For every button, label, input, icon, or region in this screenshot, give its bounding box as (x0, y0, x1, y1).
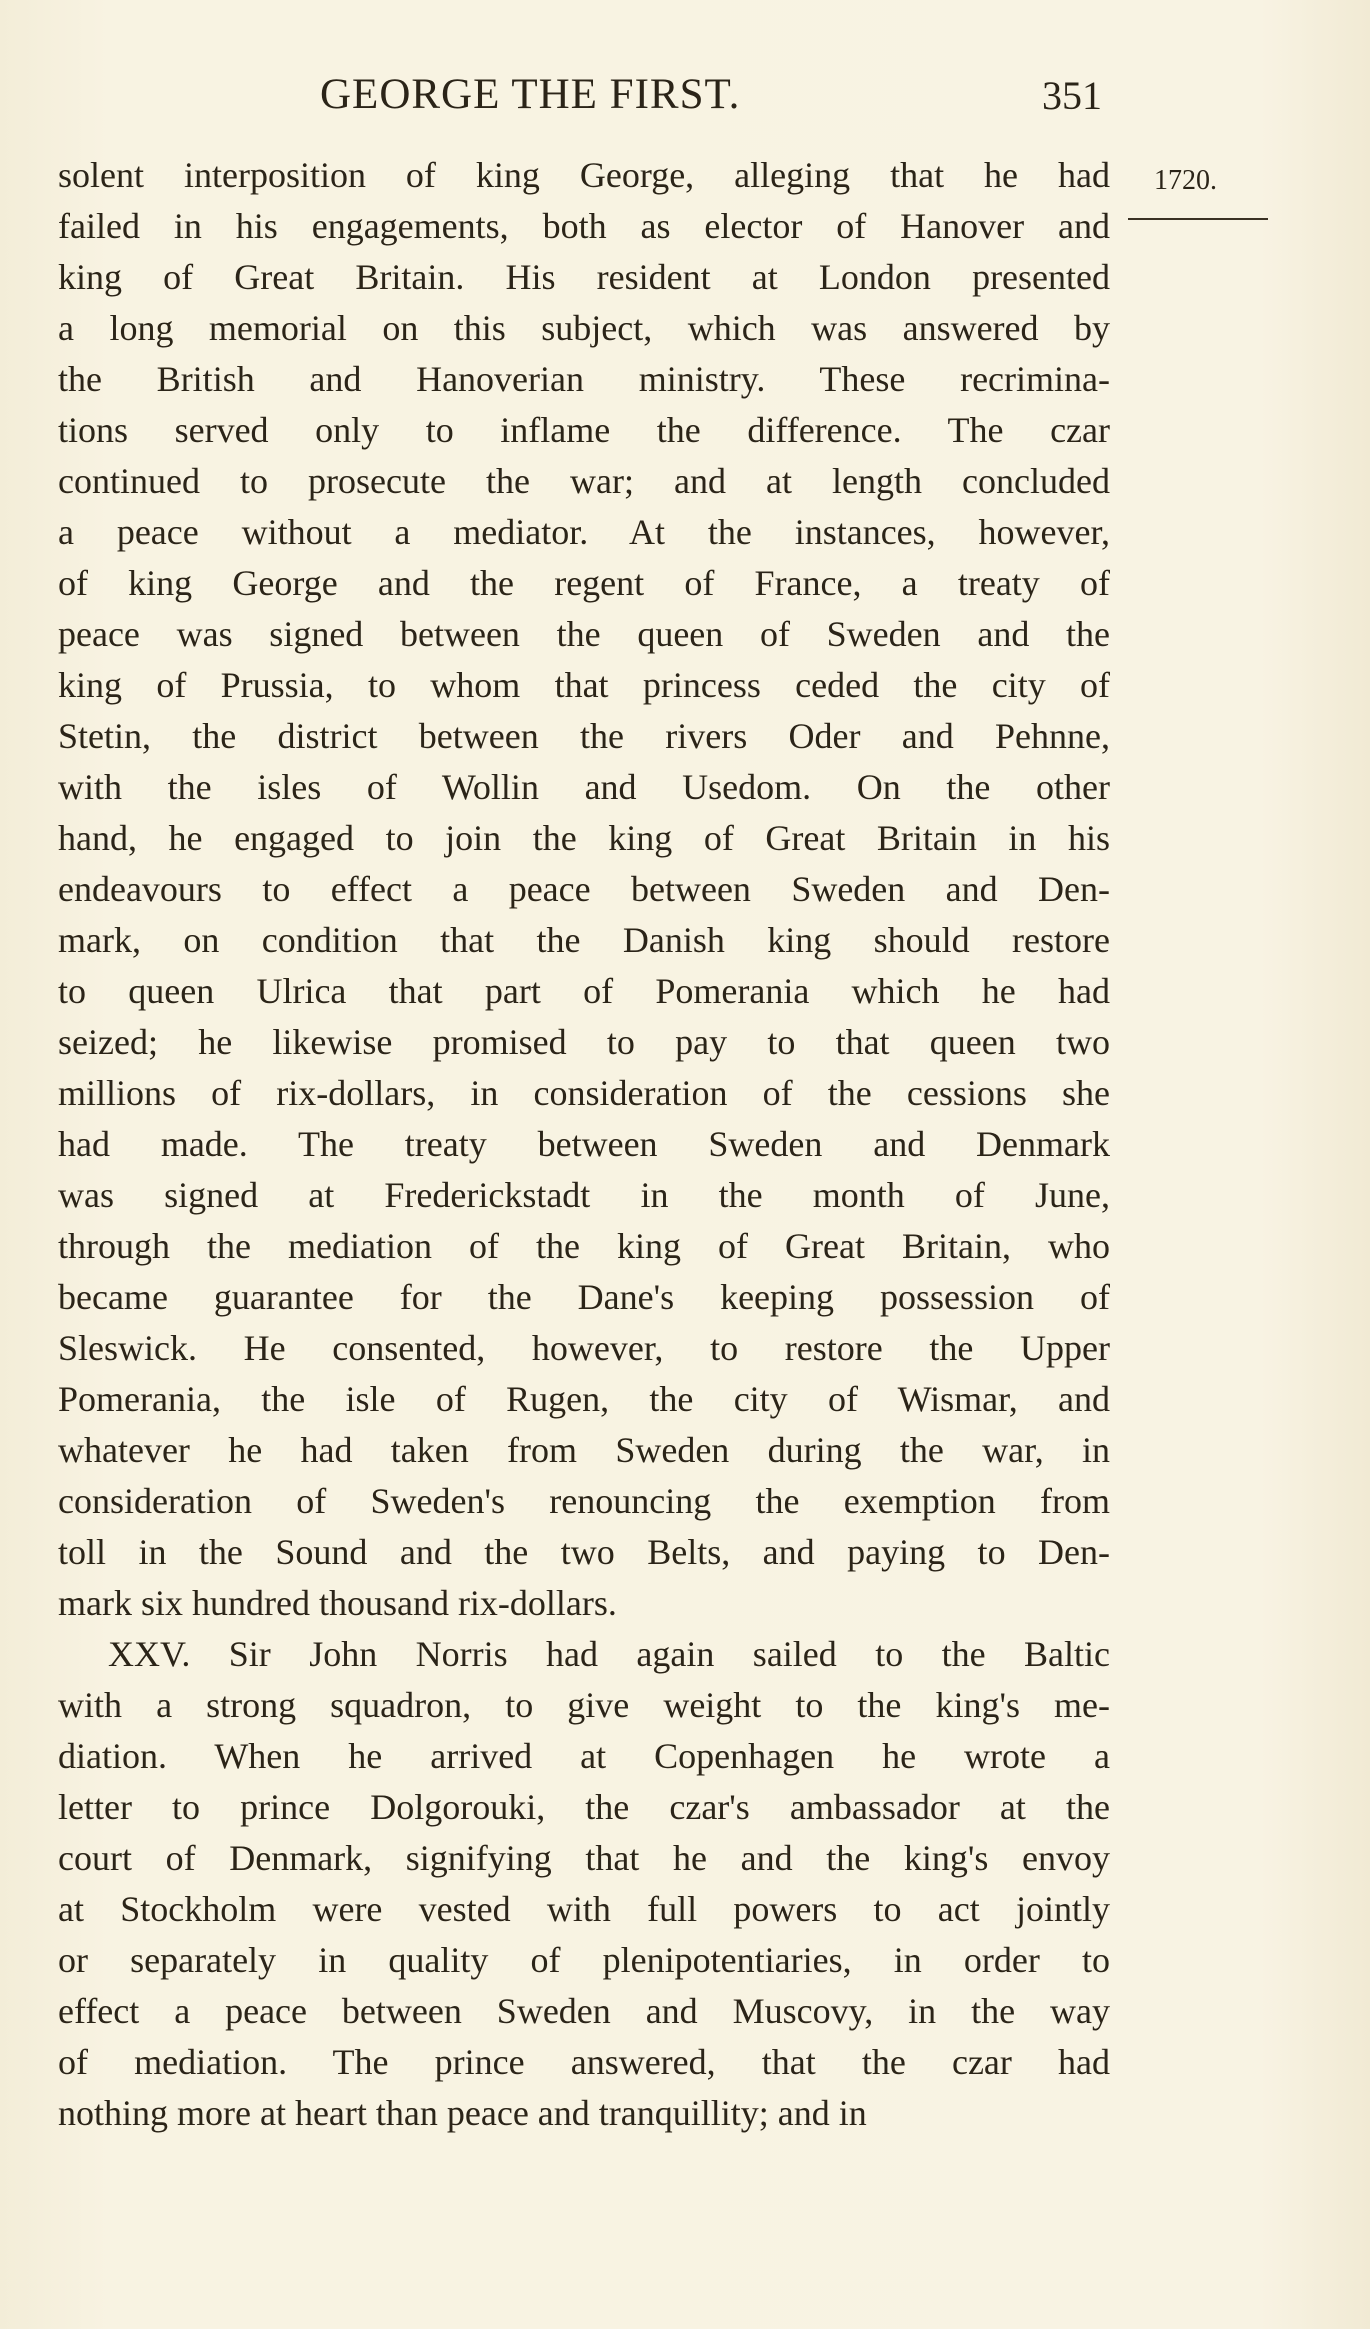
text-line: Sleswick. He consented, however, to restore the Upper (58, 1328, 1110, 1368)
page-header (58, 70, 1110, 130)
text-line: a long memorial on this subject, which was answered by (58, 308, 1110, 348)
margin-year-note: 1720. (1154, 165, 1217, 196)
text-line: king of Great Britain. His resident at London presented (58, 257, 1110, 297)
text-line: to queen Ulrica that part of Pomerania which he had (58, 971, 1110, 1011)
page-number: 351 (1042, 73, 1102, 118)
text-line: whatever he had taken from Sweden during the war, in (58, 1430, 1110, 1470)
text-line: tions served only to inflame the difference. The czar (58, 410, 1110, 450)
text-line: letter to prince Dolgorouki, the czar's ambassador at the (58, 1787, 1110, 1827)
text-line: was signed at Frederickstadt in the month of June, (58, 1175, 1110, 1215)
text-line: XXV. Sir John Norris had again sailed to the Baltic (108, 1634, 1110, 1674)
paragraph (58, 150, 1110, 1629)
text-line: continued to prosecute the war; and at length concluded (58, 461, 1110, 501)
text-line: endeavours to effect a peace between Sweden and Den- (58, 869, 1110, 909)
margin-rule (1128, 218, 1268, 220)
text-line: toll in the Sound and the two Belts, and paying to Den- (58, 1532, 1110, 1572)
text-line: diation. When he arrived at Copenhagen he wrote a (58, 1736, 1110, 1776)
text-line: became guarantee for the Dane's keeping possession of (58, 1277, 1110, 1317)
text-line: millions of rix-dollars, in consideration of the cessions she (58, 1073, 1110, 1113)
text-line: consideration of Sweden's renouncing the exemption from (58, 1481, 1110, 1521)
text-line: with the isles of Wollin and Usedom. On the other (58, 767, 1110, 807)
text-line: nothing more at heart than peace and tranquillity; and in (58, 2093, 867, 2133)
text-line: seized; he likewise promised to pay to that queen two (58, 1022, 1110, 1062)
text-line: Pomerania, the isle of Rugen, the city of Wismar, and (58, 1379, 1110, 1419)
text-line: with a strong squadron, to give weight to the king's me- (58, 1685, 1110, 1725)
text-line: mark six hundred thousand rix-dollars. (58, 1583, 617, 1623)
text-line: solent interposition of king George, alleging that he had (58, 155, 1110, 195)
text-line: court of Denmark, signifying that he and the king's envoy (58, 1838, 1110, 1878)
text-line: of king George and the regent of France, a treaty of (58, 563, 1110, 603)
text-line: Stetin, the district between the rivers Oder and Pehnne, (58, 716, 1110, 756)
text-line: effect a peace between Sweden and Muscovy, in the way (58, 1991, 1110, 2031)
body-text (58, 150, 1110, 2139)
paragraph (58, 1629, 1110, 2139)
text-line: or separately in quality of plenipotentiaries, in order to (58, 1940, 1110, 1980)
text-line: hand, he engaged to join the king of Great Britain in his (58, 818, 1110, 858)
text-line: failed in his engagements, both as elector of Hanover and (58, 206, 1110, 246)
running-title: GEORGE THE FIRST. (320, 71, 741, 118)
text-line: at Stockholm were vested with full powers to act jointly (58, 1889, 1110, 1929)
text-line: peace was signed between the queen of Sweden and the (58, 614, 1110, 654)
text-line: a peace without a mediator. At the instances, however, (58, 512, 1110, 552)
text-line: of mediation. The prince answered, that the czar had (58, 2042, 1110, 2082)
text-line: had made. The treaty between Sweden and Denmark (58, 1124, 1110, 1164)
text-line: the British and Hanoverian ministry. These recrimina- (58, 359, 1110, 399)
text-line: mark, on condition that the Danish king should restore (58, 920, 1110, 960)
text-line: king of Prussia, to whom that princess ceded the city of (58, 665, 1110, 705)
text-line: through the mediation of the king of Great Britain, who (58, 1226, 1110, 1266)
